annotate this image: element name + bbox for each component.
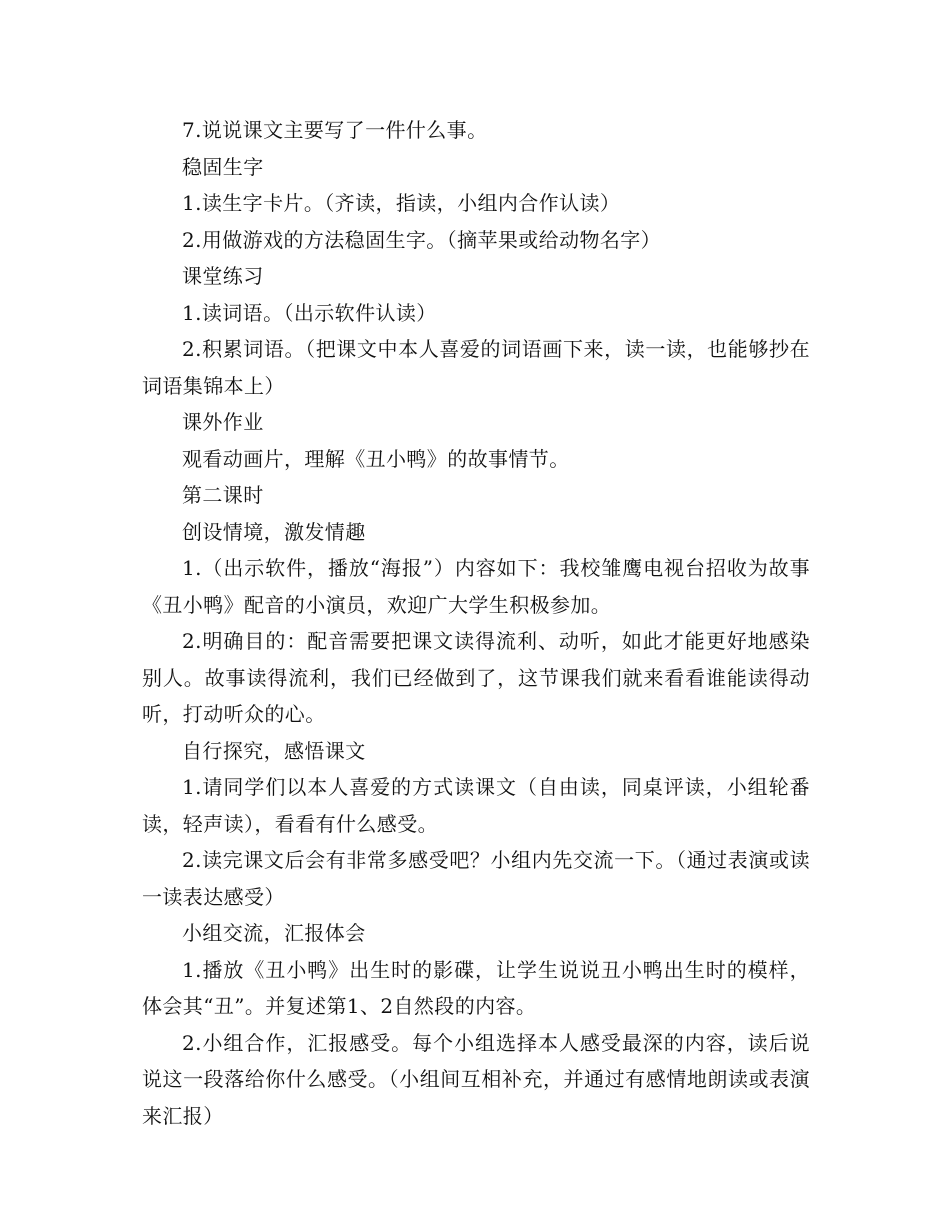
section-heading: 第二课时 — [182, 483, 264, 507]
section-heading: 稳固生字 — [182, 154, 264, 179]
section-heading: 课外作业 — [182, 410, 264, 434]
paragraph: 1.（出示软件，播放“海报”）内容如下：我校雏鹰电视台招收为故事《丑小鸭》配音的小演员，欢迎广大学生积极参加。 — [142, 556, 810, 617]
section-heading: 小组交流，汇报体会 — [182, 921, 366, 945]
paragraph: 1.播放《丑小鸭》出生时的影碟，让学生说说丑小鸭出生时的模样，体会其“丑”。并复述第1、2自然段的内容。 — [142, 957, 810, 1018]
section-heading: 课堂练习 — [182, 264, 264, 288]
paragraph: 2.积累词语。（把课文中本人喜爱的词语画下来，读一读，也能够抄在词语集锦本上） — [142, 337, 810, 398]
paragraph: 1.读词语。（出示软件认读） — [182, 300, 437, 325]
paragraph: 2.读完课文后会有非常多感受吧？小组内先交流一下。（通过表演或读一读表达感受） — [142, 848, 810, 909]
section-heading: 创设情境，激发情趣 — [182, 519, 366, 544]
paragraph: 1.读生字卡片。（齐读，指读，小组内合作认读） — [182, 191, 621, 215]
paragraph: 2.小组合作，汇报感受。每个小组选择本人感受最深的内容，读后说说这一段落给你什么感受。（小组间互相补充，并通过有感情地朗读或表演来汇报） — [142, 1030, 810, 1128]
paragraph: 1.请同学们以本人喜爱的方式读课文（自由读，同桌评读，小组轮番读，轻声读），看看有什么感受。 — [142, 775, 810, 836]
paragraph: 7.说说课文主要写了一件什么事。 — [182, 118, 488, 142]
document-body — [142, 112, 810, 1134]
paragraph: 观看动画片，理解《丑小鸭》的故事情节。 — [182, 446, 570, 471]
paragraph: 2.用做游戏的方法稳固生字。（摘苹果或给动物名字） — [182, 227, 662, 252]
paragraph: 2.明确目的：配音需要把课文读得流利、动听，如此才能更好地感染别人。故事读得流利，我们已经做到了，这节课我们就来看看谁能读得动听，打动听众的心。 — [142, 629, 810, 726]
section-heading: 自行探究，感悟课文 — [182, 738, 366, 763]
